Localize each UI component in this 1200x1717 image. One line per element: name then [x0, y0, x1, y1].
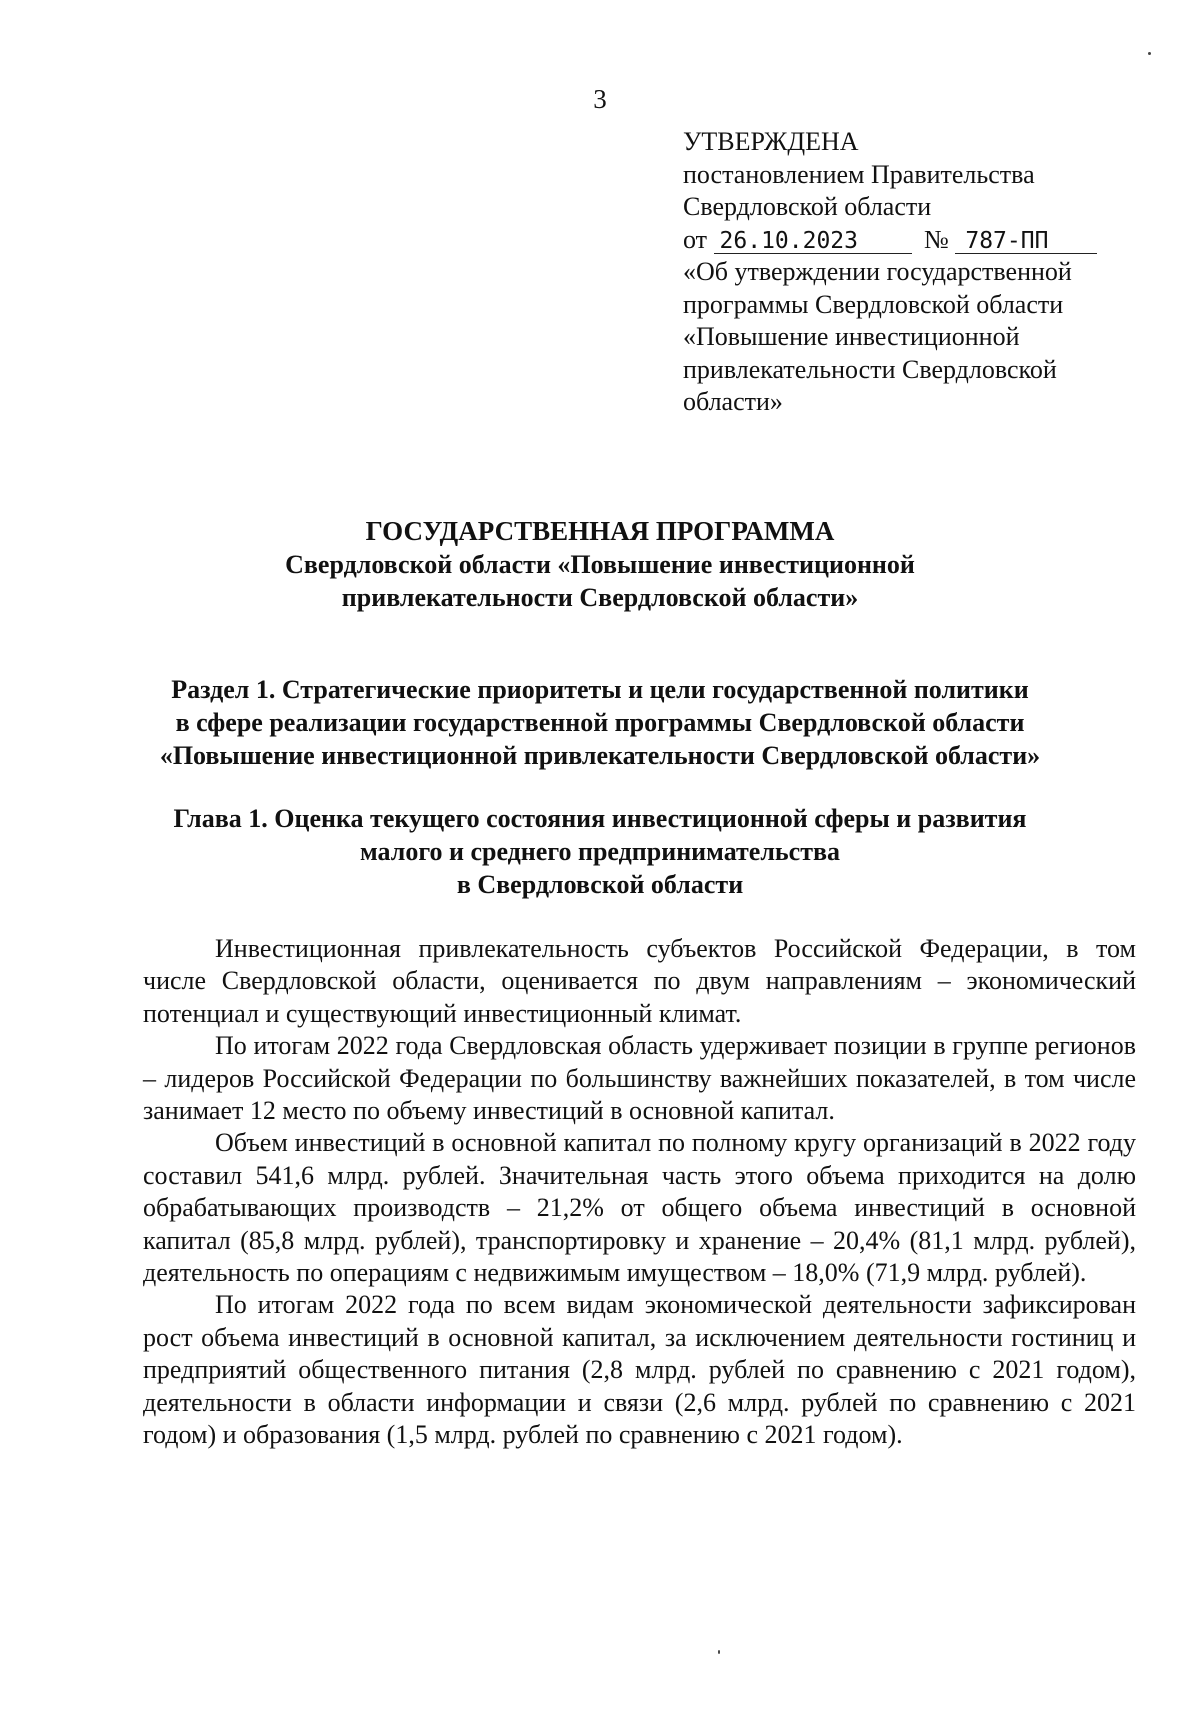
approval-line-1: постановлением Правительства [683, 159, 1035, 189]
body-text [143, 933, 1136, 1452]
paragraph: По итогам 2022 года Свердловская область удерживает позиции в группе регионов – лидеров Российской Федерации по большинству важнейших показателей, в том числе занимает 12 место по объему инвестиций в основной капитал. [143, 1031, 1136, 1126]
paragraph: Инвестиционная привлекательность субъектов Российской Федерации, в том числе Свердловской области, оценивается по двум направлениям – экономический потенциал и существующий инвестиционный климат. [143, 934, 1136, 1028]
chapter-heading-line-1: Глава 1. Оценка текущего состояния инвестиционной сферы и развития [173, 804, 1027, 833]
approval-ref-line: области» [683, 387, 783, 416]
approval-ref-line: привлекательности Свердловской [683, 354, 1057, 384]
approval-date-prefix: от [683, 224, 708, 254]
section-heading-line-2: в сфере реализации государственной программы Свердловской области [175, 708, 1025, 737]
paragraph: По итогам 2022 года по всем видам экономической деятельности зафиксирован рост объема инвестиций в основной капитал, за исключением деятельности гостиниц и предприятий общественного питания (2,8 млрд. рублей по сравнению с 2021 годом), деятельности в области информации и связи (2,6 млрд. рублей по сравнению с 2021 годом) и образования (1,5 млрд. рублей по сравнению с 2021 годом). [143, 1290, 1136, 1450]
approval-line-2: Свердловской области [683, 192, 932, 221]
program-heading [150, 515, 1050, 614]
program-title: ГОСУДАРСТВЕННАЯ ПРОГРАММА [365, 516, 835, 546]
approval-ref-line: «Повышение инвестиционной [683, 322, 1020, 351]
program-title-line-3: привлекательности Свердловской области» [341, 583, 859, 612]
section-heading [150, 673, 1050, 772]
approval-ref-line: «Об утверждении государственной [683, 257, 1072, 286]
approval-stamp-block [683, 126, 1163, 419]
chapter-heading [150, 802, 1050, 901]
scan-speck [718, 1650, 720, 1654]
approval-title: УТВЕРЖДЕНА [683, 127, 859, 156]
section-heading-line-1: Раздел 1. Стратегические приоритеты и цели государственной политики [171, 675, 1029, 704]
page-number: 3 [593, 84, 607, 114]
approval-date-line [683, 224, 1163, 257]
program-title-line-2: Свердловской области «Повышение инвестиционной [285, 550, 915, 579]
chapter-heading-line-3: в Свердловской области [456, 870, 744, 899]
chapter-heading-line-2: малого и среднего предпринимательства [359, 837, 841, 866]
approval-date-field: 26.10.2023 [714, 229, 912, 254]
approval-ref-line: программы Свердловской области [683, 289, 1064, 319]
approval-number-field: 787-ПП [955, 229, 1097, 254]
scan-speck [1148, 52, 1151, 55]
approval-number-sign: № [924, 224, 949, 254]
paragraph: Объем инвестиций в основной капитал по полному кругу организаций в 2022 году составил 541,6 млрд. рублей. Значительная часть этого объема приходится на долю обрабатывающих производств – 21,2% от общего объема инвестиций в основной капитал (85,8 млрд. рублей), транспортировку и хранение – 20,4% (81,1 млрд. рублей), деятельность по операциям с недвижимым имуществом – 18,0% (71,9 млрд. рублей). [143, 1128, 1136, 1288]
section-heading-line-3: «Повышение инвестиционной привлекательности Свердловской области» [159, 741, 1041, 770]
